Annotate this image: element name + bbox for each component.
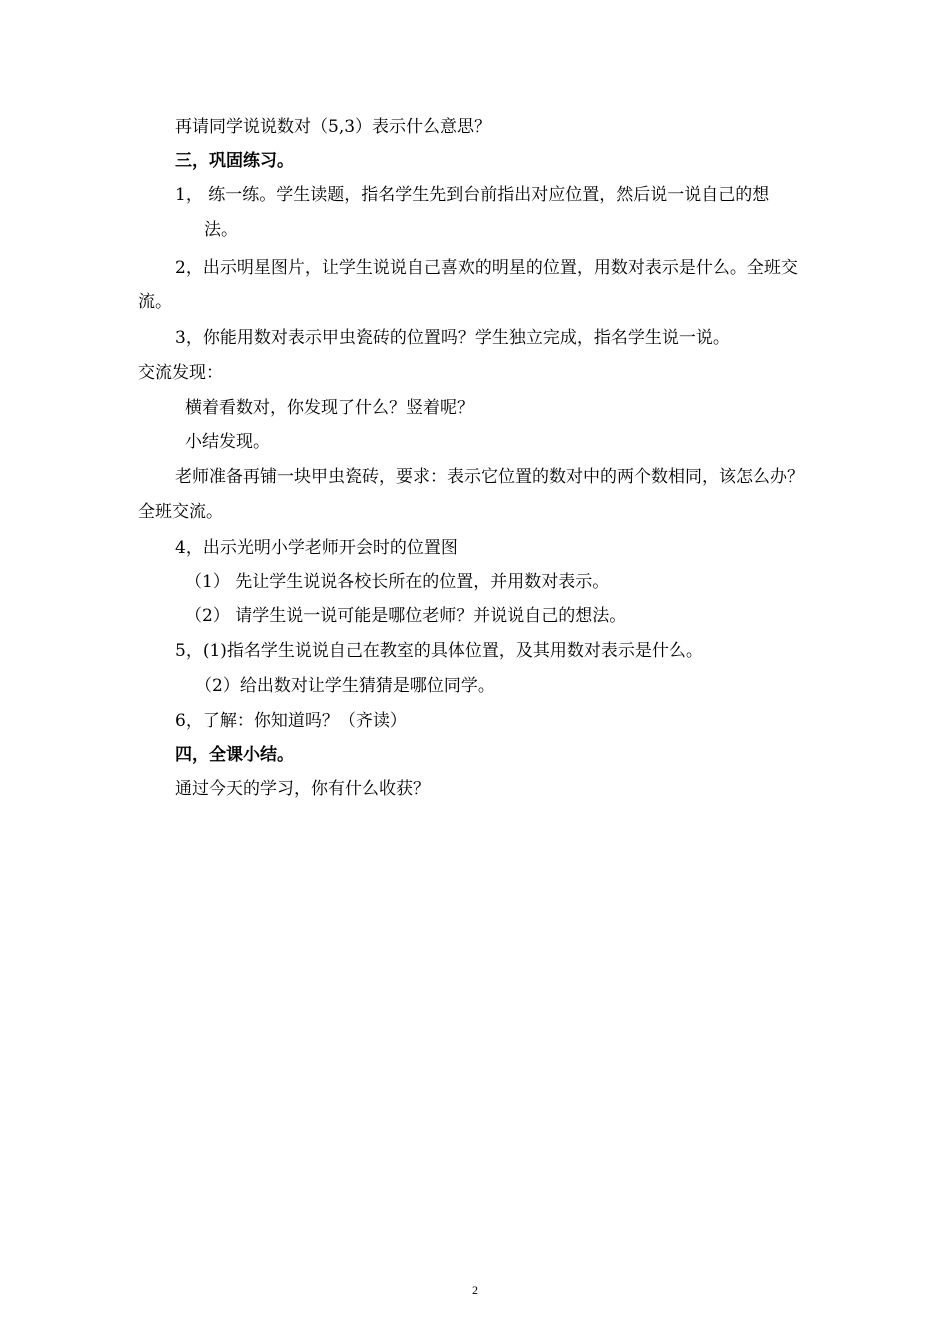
paragraph-line: （1） 先让学生说说各校长所在的位置，并用数对表示。 bbox=[185, 572, 610, 592]
page-number: 2 bbox=[472, 1283, 478, 1297]
paragraph-line: 4，出示光明小学老师开会时的位置图 bbox=[175, 538, 458, 558]
paragraph-line: 小结发现。 bbox=[185, 432, 270, 452]
section-heading: 四，全课小结。 bbox=[175, 745, 294, 765]
paragraph-line: （2） 请学生说一说可能是哪位老师？并说说自己的想法。 bbox=[185, 606, 627, 626]
paragraph-line: 全班交流。 bbox=[138, 502, 223, 522]
paragraph-line: 再请同学说说数对（5,3）表示什么意思？ bbox=[175, 117, 492, 137]
paragraph-line: 流。 bbox=[138, 292, 172, 312]
paragraph-line: 5，(1)指名学生说说自己在教室的具体位置，及其用数对表示是什么。 bbox=[175, 641, 703, 661]
paragraph-line: 老师准备再铺一块甲虫瓷砖，要求：表示它位置的数对中的两个数相同，该怎么办？ bbox=[175, 467, 804, 487]
paragraph-line: 横着看数对，你发现了什么？竖着呢？ bbox=[185, 398, 474, 418]
section-heading: 三，巩固练习。 bbox=[175, 151, 294, 171]
paragraph-line: （2）给出数对让学生猜猜是哪位同学。 bbox=[195, 676, 495, 696]
paragraph-line: 交流发现： bbox=[138, 363, 223, 383]
paragraph-line: 3，你能用数对表示甲虫瓷砖的位置吗？学生独立完成，指名学生说一说。 bbox=[175, 328, 730, 348]
paragraph-line: 通过今天的学习，你有什么收获？ bbox=[175, 779, 430, 799]
paragraph-line: 法。 bbox=[204, 220, 238, 240]
paragraph-line: 1， 练一练。学生读题，指名学生先到台前指出对应位置，然后说一说自己的想 bbox=[175, 185, 770, 205]
paragraph-line: 6，了解：你知道吗？（齐读） bbox=[175, 711, 407, 731]
paragraph-line: 2，出示明星图片，让学生说说自己喜欢的明星的位置，用数对表示是什么。全班交 bbox=[175, 258, 798, 278]
